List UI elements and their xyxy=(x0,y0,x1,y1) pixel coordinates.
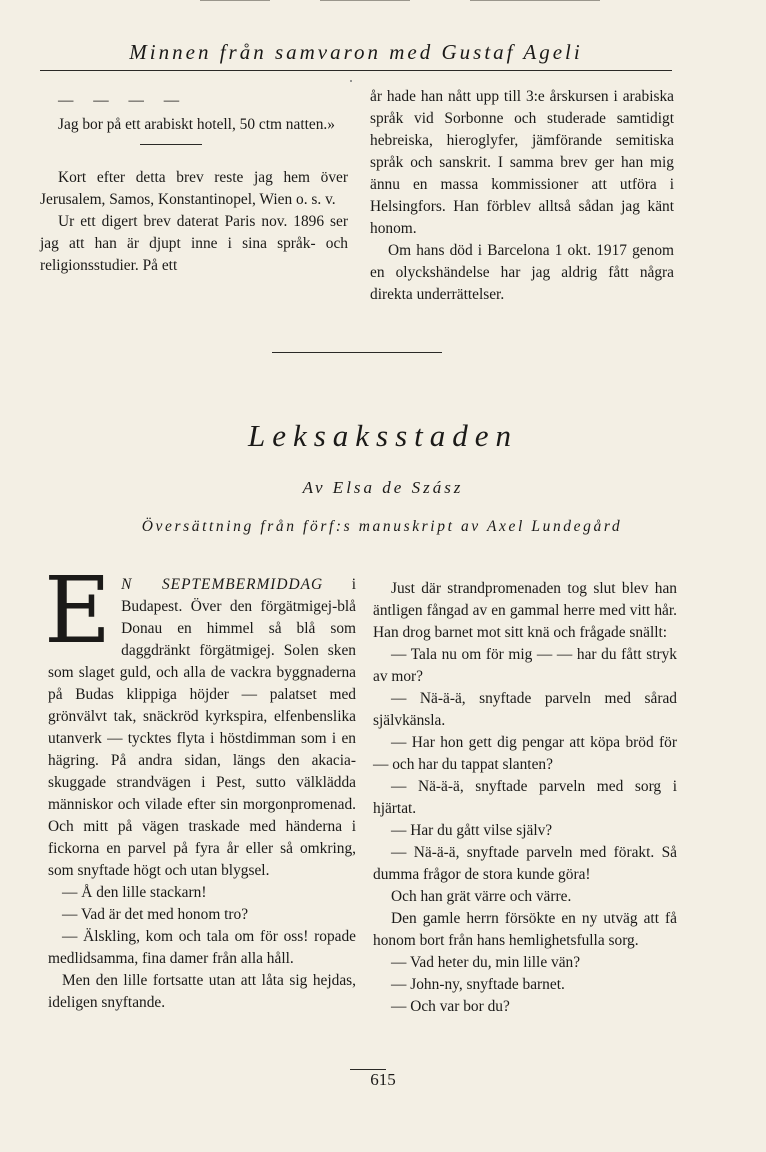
top-edge-line xyxy=(320,0,410,1)
opening-text: i Budapest. Över den förgätmigej-blå Donau en himmel så blå som daggdränkt förgätmigej. Solen sken som slaget guld, och alla de vackra byggnaderna på Budas klippiga höjder — palatset med grönvälvt tak, snäckröd kyrkspira, elfenbenslika utanverk — tycktes flyta i höstdimman som i en hägring. På andra sidan, längs den akacia-skuggade strandvägen i Pest, sutto välklädda människor och vilade efter sin morgonpromenad. Och mitt på vägen traskade med händerna i fickorna en parvel på fyra år eller så omkring, som snyftade högt och utan blygsel. xyxy=(48,576,356,879)
paragraph: — Tala nu om för mig — — har du fått stryk av mor? xyxy=(373,646,677,685)
paragraph: år hade han nått upp till 3:e årskursen i arabiska språk vid Sorbonne och studerade samtidigt hebreiska, hieroglyfer, jämförande semitiska språk och sanskrit. I samma brev ger han mig ännu en massa kommissioner att utföra i Helsingfors. Han förblev alltså sådan jag känt honom. xyxy=(370,88,674,237)
article-column-left xyxy=(40,90,348,277)
article-end-rule xyxy=(272,352,442,353)
paragraph: — Älskling, kom och tala om för oss! ropade medlidsamma, fina damer från alla håll. xyxy=(48,928,356,967)
header-rule xyxy=(40,70,672,71)
paragraph: Men den lille fortsatte utan att låta sig hejdas, ideligen snyftande. xyxy=(48,972,356,1011)
paragraph: — Å den lille stackarn! xyxy=(62,884,207,901)
translation-note: Översättning från förf:s manuskript av Axel Lundegård xyxy=(141,518,623,535)
paragraph: Om hans död i Barcelona 1 okt. 1917 genom en olyckshändelse har jag aldrig fått några direkta underrättelser. xyxy=(370,242,674,303)
top-edge-line xyxy=(470,0,600,1)
story-column-right xyxy=(373,578,677,1018)
story-column-left xyxy=(44,557,356,1014)
paragraph: Och han grät värre och värre. xyxy=(391,888,572,905)
paragraph: — Och var bor du? xyxy=(391,998,510,1015)
paragraph: — Vad heter du, min lille vän? xyxy=(391,954,581,971)
running-header: Minnen från samvaron med Gustaf Ageli xyxy=(129,40,583,64)
paragraph: — Nä-ä-ä, snyftade parveln med sorg i hjärtat. xyxy=(373,778,677,817)
paragraph: — John-ny, snyftade barnet. xyxy=(391,976,565,993)
section-dashes: — — — — xyxy=(58,92,188,109)
page-speck xyxy=(350,80,352,82)
paragraph: — Vad är det med honom tro? xyxy=(62,906,249,923)
story-title: Leksaksstaden xyxy=(247,418,519,453)
paragraph: Jag bor på ett arabiskt hotell, 50 ctm natten.» xyxy=(58,116,335,133)
paragraph: Just där strandpromenaden tog slut blev han äntligen fångad av en gammal herre med vitt hår. Han drog barnet mot sitt knä och frågade snällt: xyxy=(373,580,677,641)
paragraph: — Har du gått vilse själv? xyxy=(391,822,553,839)
paragraph: Ur ett digert brev daterat Paris nov. 1896 ser jag att han är djupt inne i sina språk- och religionsstudier. På ett xyxy=(40,213,348,274)
paragraph: Den gamle herrn försökte en ny utväg att få honom bort från hans hemlighetsfulla sorg. xyxy=(373,910,677,949)
opening-paragraph xyxy=(44,557,356,882)
opening-caps: N SEPTEMBERMIDDAG xyxy=(121,576,324,593)
page-number: 615 xyxy=(370,1070,396,1089)
story-byline: Av Elsa de Szász xyxy=(302,478,464,497)
drop-cap: E xyxy=(44,557,112,664)
paragraph: — Nä-ä-ä, snyftade parveln med förakt. Så dumma frågor de stora kunde göra! xyxy=(373,844,677,883)
section-rule xyxy=(140,144,202,145)
top-edge-line xyxy=(200,0,270,1)
paragraph: — Nä-ä-ä, snyftade parveln med sårad självkänsla. xyxy=(373,690,677,729)
paragraph: — Har hon gett dig pengar att köpa bröd för — och har du tappat slanten? xyxy=(373,734,677,773)
paragraph: Kort efter detta brev reste jag hem över Jerusalem, Samos, Konstantinopel, Wien o. s. v. xyxy=(40,169,348,208)
article-column-right xyxy=(370,86,674,306)
